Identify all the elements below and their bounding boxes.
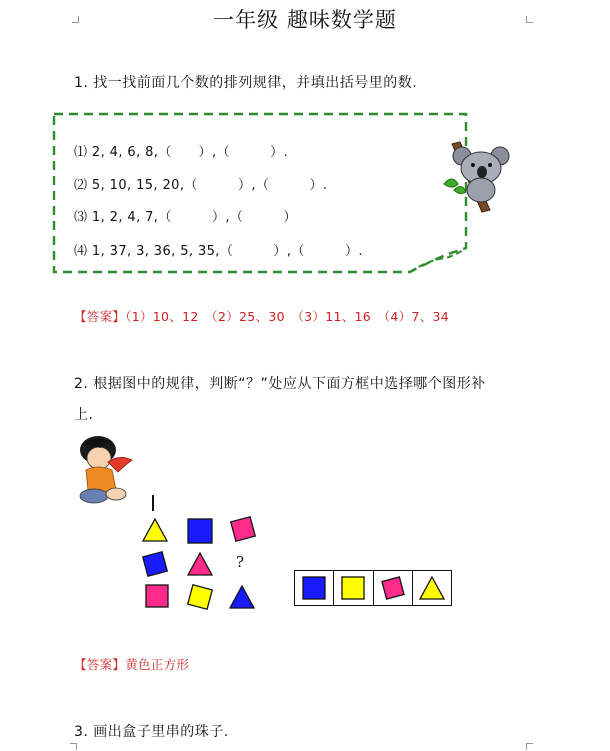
question-2-text-line1: 2. 根据图中的规律，判断“？”处应从下面方框中选择哪个图形补 bbox=[74, 376, 486, 392]
page-corner-mark-bottom-right bbox=[526, 743, 533, 750]
option-3[interactable] bbox=[374, 571, 413, 605]
answer-2 bbox=[74, 655, 189, 673]
grid-shape-r1-c3-magenta-square bbox=[228, 514, 258, 544]
option-4-yellow-triangle bbox=[418, 575, 446, 601]
grid-shape-r1-c1-yellow-triangle bbox=[141, 517, 169, 543]
question-2-text-line2: 上. bbox=[74, 407, 94, 423]
boy-illustration bbox=[72, 432, 142, 506]
question-3-text: 3. 画出盒子里串的珠子. bbox=[74, 724, 229, 740]
option-4[interactable] bbox=[413, 571, 451, 605]
grid-shape-r2-c1-blue-square bbox=[140, 549, 170, 579]
grid-shape-r1-c2-blue-square bbox=[186, 517, 214, 545]
grid-shape-r3-c3-blue-triangle bbox=[228, 584, 256, 610]
options-box bbox=[294, 570, 452, 606]
answer-1-text: （1）10、12 （2）25、30 （3）11、16 （4）7、34 bbox=[125, 309, 450, 324]
sequence-item-3: ⑶ 1, 2, 4, 7,（ ）,（ ） bbox=[74, 210, 297, 225]
grid-cursor-mark bbox=[152, 495, 154, 511]
option-2-yellow-square bbox=[340, 575, 366, 601]
sequence-item-2: ⑵ 5, 10, 15, 20,（ ）,（ ）. bbox=[74, 178, 328, 193]
sequence-item-4: ⑷ 1, 37, 3, 36, 5, 35,（ ）,（ ）. bbox=[74, 244, 363, 259]
grid-shape-r2-c2-magenta-triangle bbox=[186, 551, 214, 577]
grid-shape-r3-c1-magenta-square bbox=[143, 582, 171, 610]
answer-1 bbox=[74, 307, 449, 325]
option-1[interactable] bbox=[295, 571, 334, 605]
page-title: 一年级 趣味数学题 bbox=[213, 8, 397, 32]
option-1-blue-square bbox=[301, 575, 327, 601]
question-mark: ? bbox=[236, 553, 245, 571]
answer-1-label: 【答案】 bbox=[74, 309, 126, 324]
page-corner-mark-bottom-left bbox=[70, 743, 77, 750]
option-3-magenta-square bbox=[379, 574, 407, 602]
koala-illustration bbox=[434, 140, 514, 216]
answer-2-text: 黄色正方形 bbox=[125, 657, 190, 672]
question-1-text: 1. 找一找前面几个数的排列规律，并填出括号里的数. bbox=[74, 75, 418, 91]
grid-shape-r3-c2-yellow-square bbox=[185, 582, 215, 612]
sequence-item-1: ⑴ 2, 4, 6, 8,（ ）,（ ）. bbox=[74, 145, 289, 160]
option-2[interactable] bbox=[334, 571, 373, 605]
answer-2-label: 【答案】 bbox=[74, 657, 126, 672]
